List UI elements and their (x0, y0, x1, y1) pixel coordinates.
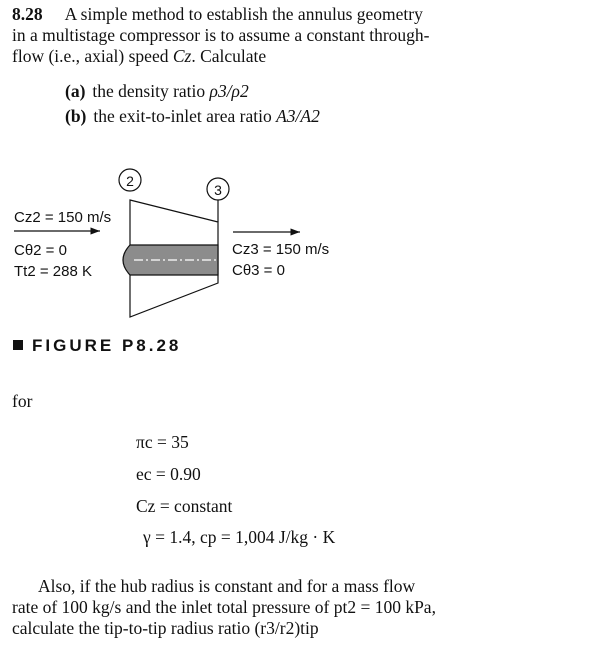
followup-line-3: calculate the tip-to-tip radius ratio (r3/r2)tip (12, 618, 319, 638)
part-b (65, 106, 320, 127)
exit-swirl-label: Cθ3 = 0 (232, 262, 285, 279)
figure-caption (13, 336, 181, 356)
intro-line-1-text: A simple method to establish the annulus geometry (64, 4, 423, 24)
part-a-math: ρ3/ρ2 (209, 81, 249, 101)
station-2-marker (119, 169, 141, 191)
station-3-marker (207, 178, 229, 200)
for-label: for (12, 391, 33, 411)
station-2-label: 2 (126, 173, 134, 189)
problem-intro-line-2: in a multistage compressor is to assume a constant through- (12, 25, 430, 45)
problem-intro-line-3 (12, 46, 266, 67)
inlet-swirl-label: Cθ2 = 0 (14, 242, 67, 259)
given-gas-properties: γ = 1.4, cp = 1,004 J/kg · K (143, 527, 336, 547)
station-3-label: 3 (214, 182, 222, 198)
problem-number: 8.28 (12, 4, 43, 24)
intro-line-3-prefix: flow (i.e., axial) speed (12, 46, 173, 66)
compressor-annulus-figure (0, 160, 380, 320)
given-axial-speed: Cz = constant (136, 496, 233, 516)
inlet-axial-speed-label: Cz2 = 150 m/s (14, 209, 112, 226)
part-a-label: (a) (65, 81, 86, 101)
part-b-label: (b) (65, 106, 87, 126)
followup-line-1: Also, if the hub radius is constant and for a mass flow (38, 576, 416, 596)
part-a-text: the density ratio (92, 81, 210, 101)
followup-line-2: rate of 100 kg/s and the inlet total pressure of pt2 = 100 kPa, (12, 597, 436, 617)
given-pressure-ratio: πc = 35 (136, 432, 189, 452)
inlet-temperature-label: Tt2 = 288 K (14, 263, 92, 280)
caption-square-icon (13, 340, 23, 350)
intro-line-3-suffix: . Calculate (191, 46, 267, 66)
part-b-math: A3/A2 (276, 106, 320, 126)
intro-line-3-symbol: Cz (172, 46, 192, 66)
part-b-text: the exit-to-inlet area ratio (93, 106, 277, 126)
exit-axial-speed-label: Cz3 = 150 m/s (232, 241, 330, 258)
problem-intro-line-1 (12, 4, 423, 25)
given-polytropic-efficiency: ec = 0.90 (136, 464, 201, 484)
caption-text: FIGURE P8.28 (32, 336, 182, 355)
part-a (65, 81, 249, 102)
